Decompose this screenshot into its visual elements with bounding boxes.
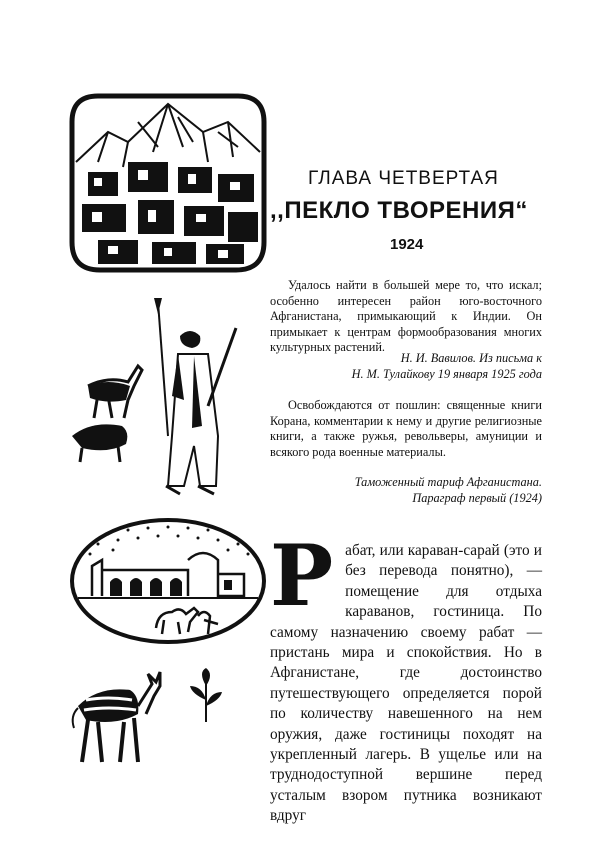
chapter-year: 1924: [390, 236, 424, 253]
chapter-label: ГЛАВА ЧЕТВЕРТАЯ: [308, 168, 499, 189]
drop-cap: Р: [270, 526, 334, 625]
body-text: абат, или караван-сарай (это и без перевода понятно), — помещение для отдыха караванов, гостиница. По самому назначению своему рабат — пристань мира и спокойствия. Но в Афганистане, где достоинство путешествующего определяется порой по количеству навешенного на нем оружия, даже гостиницы походят на укрепленный лагерь. В ущелье или на труднодоступной вершине перед усталым взором путника возникают вдруг: [270, 542, 542, 825]
plant-sprig-illustration: [186, 666, 226, 724]
epigraph-2-attribution-line1: Таможенный тариф Афганистана.: [354, 475, 542, 489]
epigraph-1-attribution: [270, 351, 542, 382]
caravanserai-illustration: [68, 516, 268, 646]
epigraph-1-attribution-line2: Н. М. Тулайкову 19 января 1925 года: [351, 366, 542, 381]
warrior-with-goats-illustration: [68, 296, 248, 502]
mountain-village-illustration: [68, 92, 268, 274]
donkey-illustration: [68, 666, 168, 774]
body-paragraph: [270, 526, 542, 827]
chapter-title: ,,ПЕКЛО ТВОРЕНИЯ“: [270, 197, 528, 224]
epigraph-2-text: Освобождаются от пошлин: священные книги Корана, комментарии к нему и другие религиозные книги, а также ружья, револьверы, амуниции и всякого рода военные материалы.: [270, 398, 542, 459]
epigraph-1-text: Удалось найти в большей мере то, что искал; особенно интересен район юго-восточного Афганистана, примыкающий к Индии. Он примыкает к центрам формообразования многих культурных растений.: [270, 278, 542, 355]
epigraph-2-attribution-line2: Параграф первый (1924): [412, 490, 542, 505]
epigraph-1-attribution-line1: Н. И. Вавилов. Из письма к: [400, 351, 542, 365]
epigraph-2-attribution: [270, 475, 542, 506]
